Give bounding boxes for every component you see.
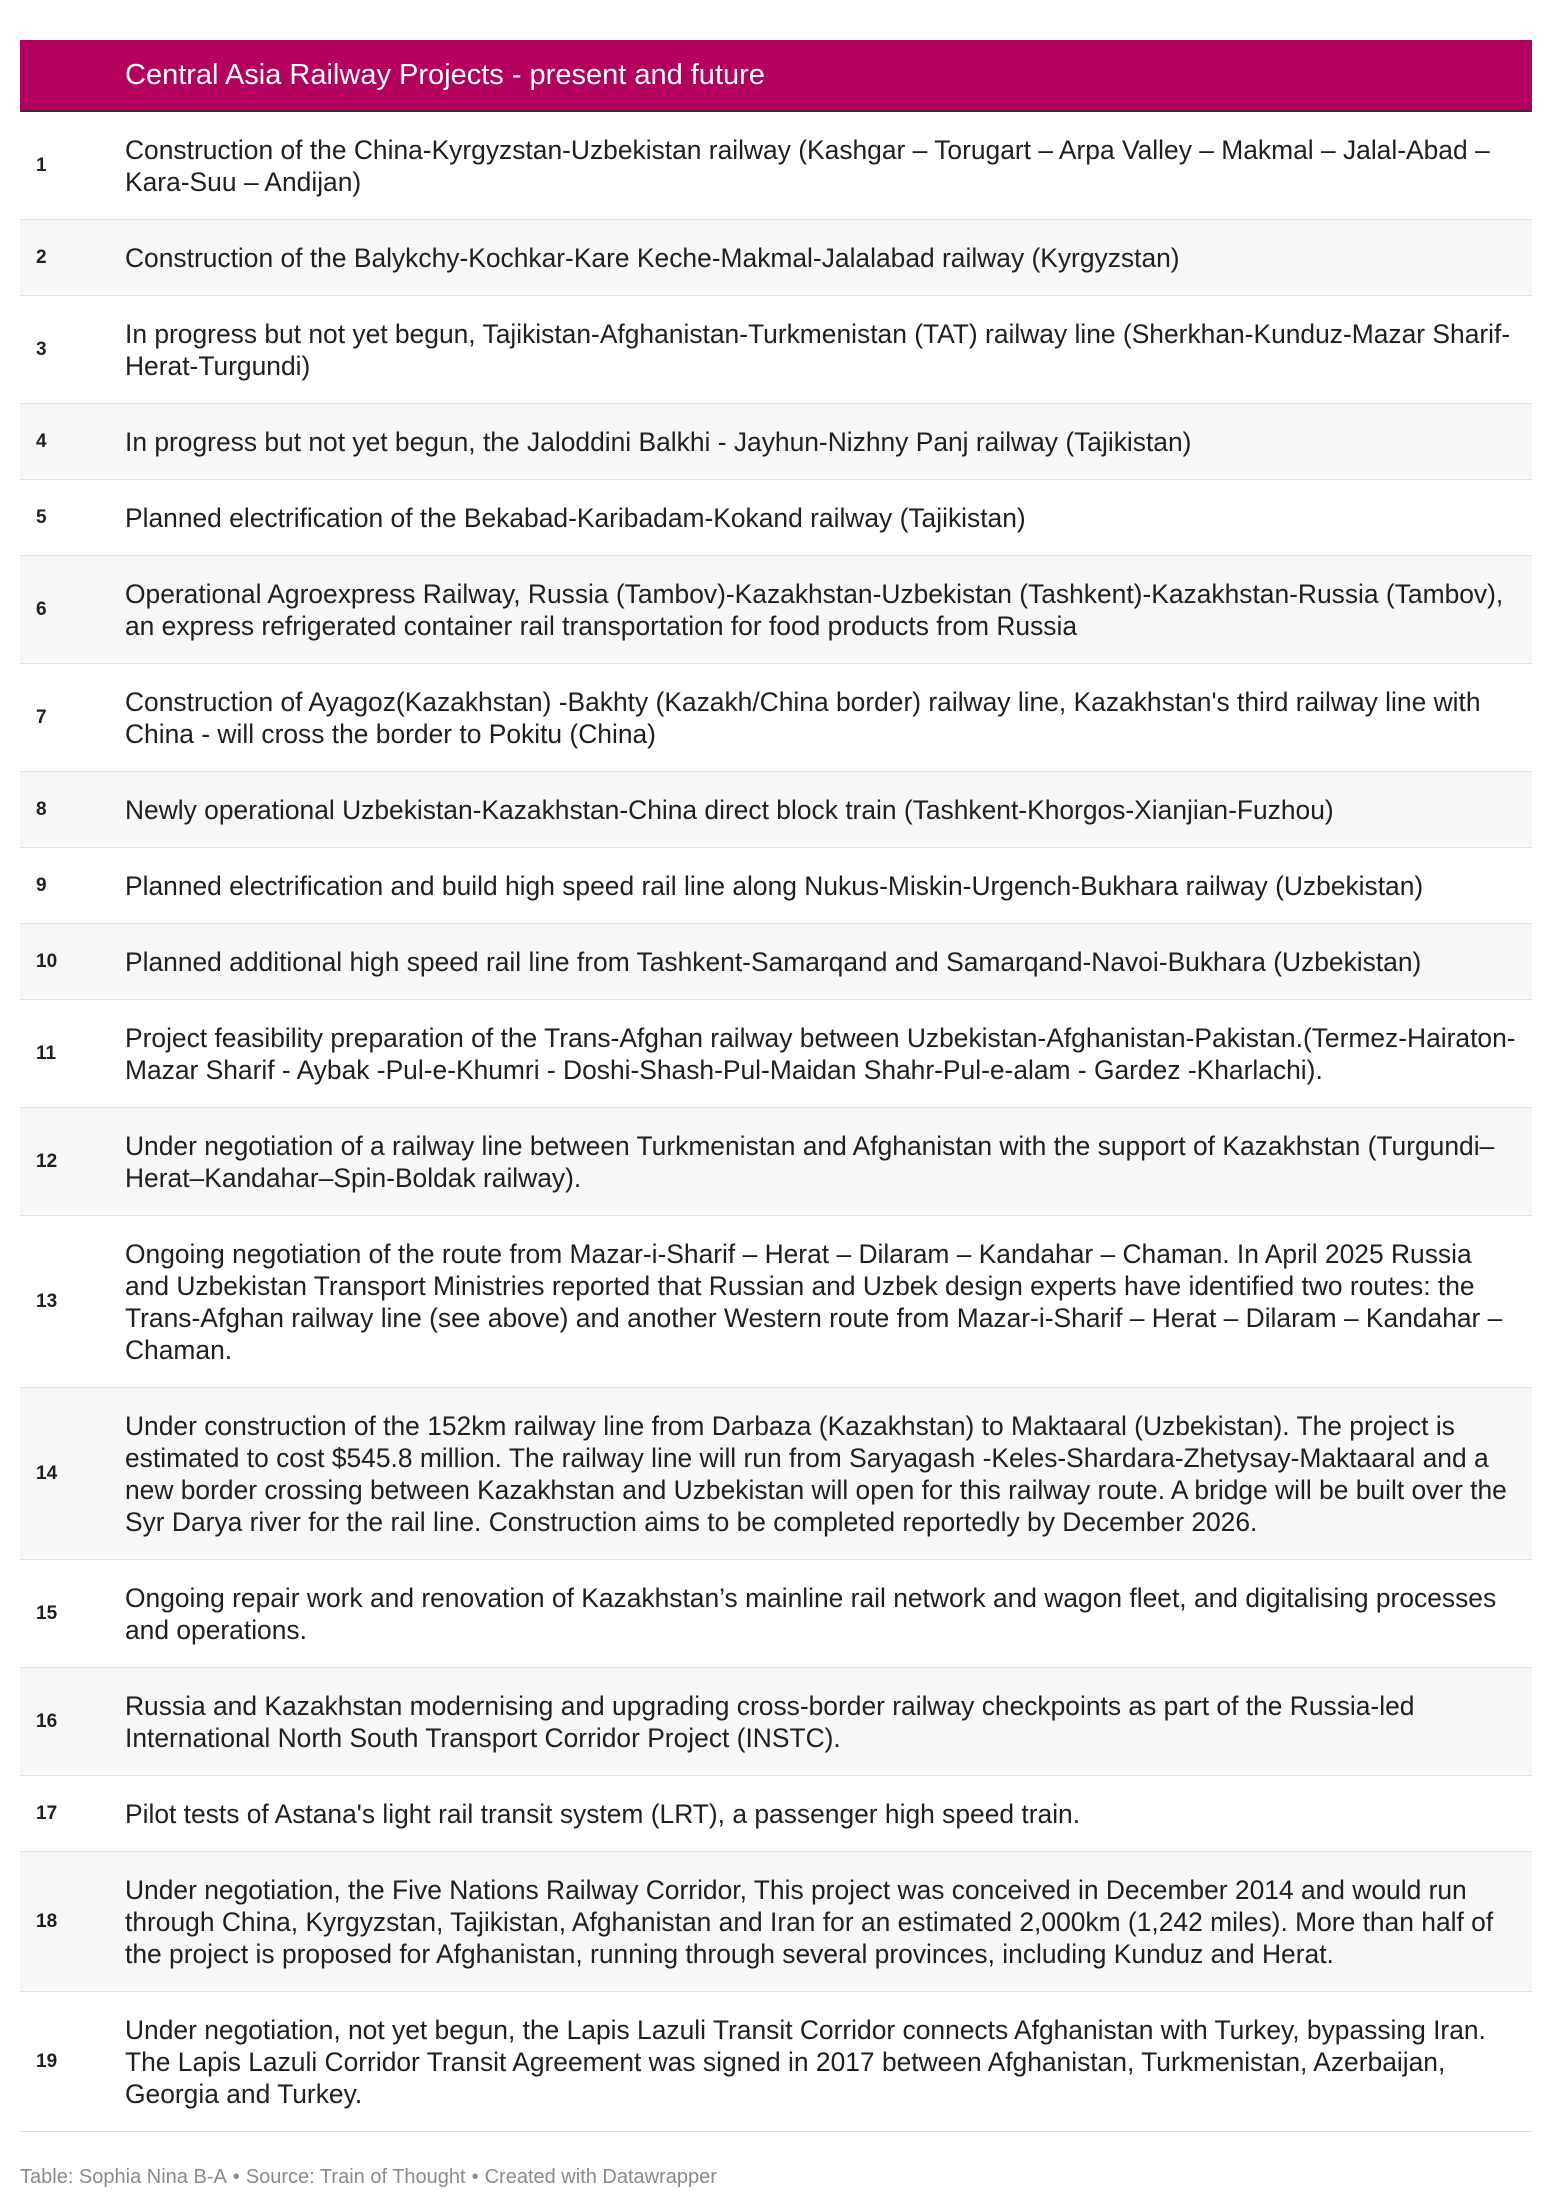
row-number: 12 [20,1108,125,1216]
row-number: 15 [20,1560,125,1668]
table-body [20,111,1532,2132]
row-description: Ongoing negotiation of the route from Mazar-i-Sharif – Herat – Dilaram – Kandahar – Chaman. In April 2025 Russia and Uzbekistan Transport Ministries reported that Russian and Uzbek design experts have identified two routes: the Trans-Afghan railway line (see above) and another Western route from Mazar-i-Sharif – Herat – Dilaram – Kandahar – Chaman. [125,1216,1532,1388]
table-row [20,296,1532,404]
table-row [20,1108,1532,1216]
footer-table-credit: Table: Sophia Nina B-A [20,2166,227,2188]
table-row [20,1852,1532,1992]
table-title: Central Asia Railway Projects - present and future [125,40,1532,111]
row-number: 3 [20,296,125,404]
table-row [20,1668,1532,1776]
row-number: 10 [20,924,125,1000]
table-header-row [20,40,1532,111]
row-description: Under construction of the 152km railway line from Darbaza (Kazakhstan) to Maktaaral (Uzbekistan). The project is estimated to cost $545.8 million. The railway line will run from Saryagash -Keles-Shardara-Zhetysay-Maktaaral and a new border crossing between Kazakhstan and Uzbekistan will open for this railway route. A bridge will be built over the Syr Darya river for the rail line. Construction aims to be completed reportedly by December 2026. [125,1388,1532,1560]
row-number: 1 [20,111,125,220]
row-number: 2 [20,220,125,296]
row-description: Planned electrification and build high speed rail line along Nukus-Miskin-Urgench-Bukhara railway (Uzbekistan) [125,848,1532,924]
row-number: 4 [20,404,125,480]
table-row [20,1560,1532,1668]
row-description: Planned electrification of the Bekabad-Karibadam-Kokand railway (Tajikistan) [125,480,1532,556]
row-number: 7 [20,664,125,772]
table-header-number-cell [20,40,125,111]
row-description: Planned additional high speed rail line from Tashkent-Samarqand and Samarqand-Navoi-Bukhara (Uzbekistan) [125,924,1532,1000]
row-number: 9 [20,848,125,924]
row-number: 16 [20,1668,125,1776]
row-description: Newly operational Uzbekistan-Kazakhstan-China direct block train (Tashkent-Khorgos-Xianjian-Fuzhou) [125,772,1532,848]
table-row [20,1216,1532,1388]
row-description: In progress but not yet begun, the Jaloddini Balkhi - Jayhun-Nizhny Panj railway (Tajikistan) [125,404,1532,480]
row-description: Project feasibility preparation of the Trans-Afghan railway between Uzbekistan-Afghanistan-Pakistan.(Termez-Hairaton-Mazar Sharif - Aybak -Pul-e-Khumri - Doshi-Shash-Pul-Maidan Shahr-Pul-e-alam - Gardez -Kharlachi). [125,1000,1532,1108]
row-number: 18 [20,1852,125,1992]
row-number: 11 [20,1000,125,1108]
row-description: Construction of the China-Kyrgyzstan-Uzbekistan railway (Kashgar – Torugart – Arpa Valley – Makmal – Jalal-Abad – Kara-Suu – Andijan) [125,111,1532,220]
row-description: Construction of the Balykchy-Kochkar-Kare Keche-Makmal-Jalalabad railway (Kyrgyzstan) [125,220,1532,296]
row-description: Russia and Kazakhstan modernising and upgrading cross-border railway checkpoints as part of the Russia-led International North South Transport Corridor Project (INSTC). [125,1668,1532,1776]
row-number: 19 [20,1992,125,2132]
table-row [20,1776,1532,1852]
row-description: Under negotiation of a railway line between Turkmenistan and Afghanistan with the support of Kazakhstan (Turgundi–Herat–Kandahar–Spin-Boldak railway). [125,1108,1532,1216]
railway-projects-table-container [20,40,1532,2132]
table-row [20,848,1532,924]
footer-separator: • [471,2166,479,2188]
footer-separator: • [232,2166,240,2188]
table-row [20,772,1532,848]
table-footer [20,2166,717,2189]
table-row [20,220,1532,296]
footer-created-with: Created with Datawrapper [484,2166,717,2188]
table-row [20,404,1532,480]
row-description: Under negotiation, not yet begun, the Lapis Lazuli Transit Corridor connects Afghanistan with Turkey, bypassing Iran. The Lapis Lazuli Corridor Transit Agreement was signed in 2017 between Afghanistan, Turkmenistan, Azerbaijan, Georgia and Turkey. [125,1992,1532,2132]
table-row [20,556,1532,664]
row-description: Construction of Ayagoz(Kazakhstan) -Bakhty (Kazakh/China border) railway line, Kazakhstan's third railway line with China - will cross the border to Pokitu (China) [125,664,1532,772]
table-row [20,480,1532,556]
row-description: Operational Agroexpress Railway, Russia (Tambov)-Kazakhstan-Uzbekistan (Tashkent)-Kazakhstan-Russia (Tambov), an express refrigerated container rail transportation for food products from Russia [125,556,1532,664]
row-number: 5 [20,480,125,556]
table-row [20,1992,1532,2132]
table-row [20,1000,1532,1108]
row-description: Ongoing repair work and renovation of Kazakhstan’s mainline rail network and wagon fleet, and digitalising processes and operations. [125,1560,1532,1668]
row-number: 17 [20,1776,125,1852]
row-description: In progress but not yet begun, Tajikistan-Afghanistan-Turkmenistan (TAT) railway line (Sherkhan-Kunduz-Mazar Sharif-Herat-Turgundi) [125,296,1532,404]
table-row [20,111,1532,220]
table-row [20,924,1532,1000]
row-number: 6 [20,556,125,664]
footer-source: Source: Train of Thought [245,2166,466,2188]
row-number: 8 [20,772,125,848]
table-row [20,1388,1532,1560]
row-number: 14 [20,1388,125,1560]
table-row [20,664,1532,772]
table-header [20,40,1532,111]
row-description: Under negotiation, the Five Nations Railway Corridor, This project was conceived in December 2014 and would run through China, Kyrgyzstan, Tajikistan, Afghanistan and Iran for an estimated 2,000km (1,242 miles). More than half of the project is proposed for Afghanistan, running through several provinces, including Kunduz and Herat. [125,1852,1532,1992]
row-description: Pilot tests of Astana's light rail transit system (LRT), a passenger high speed train. [125,1776,1532,1852]
row-number: 13 [20,1216,125,1388]
railway-projects-table [20,40,1532,2132]
